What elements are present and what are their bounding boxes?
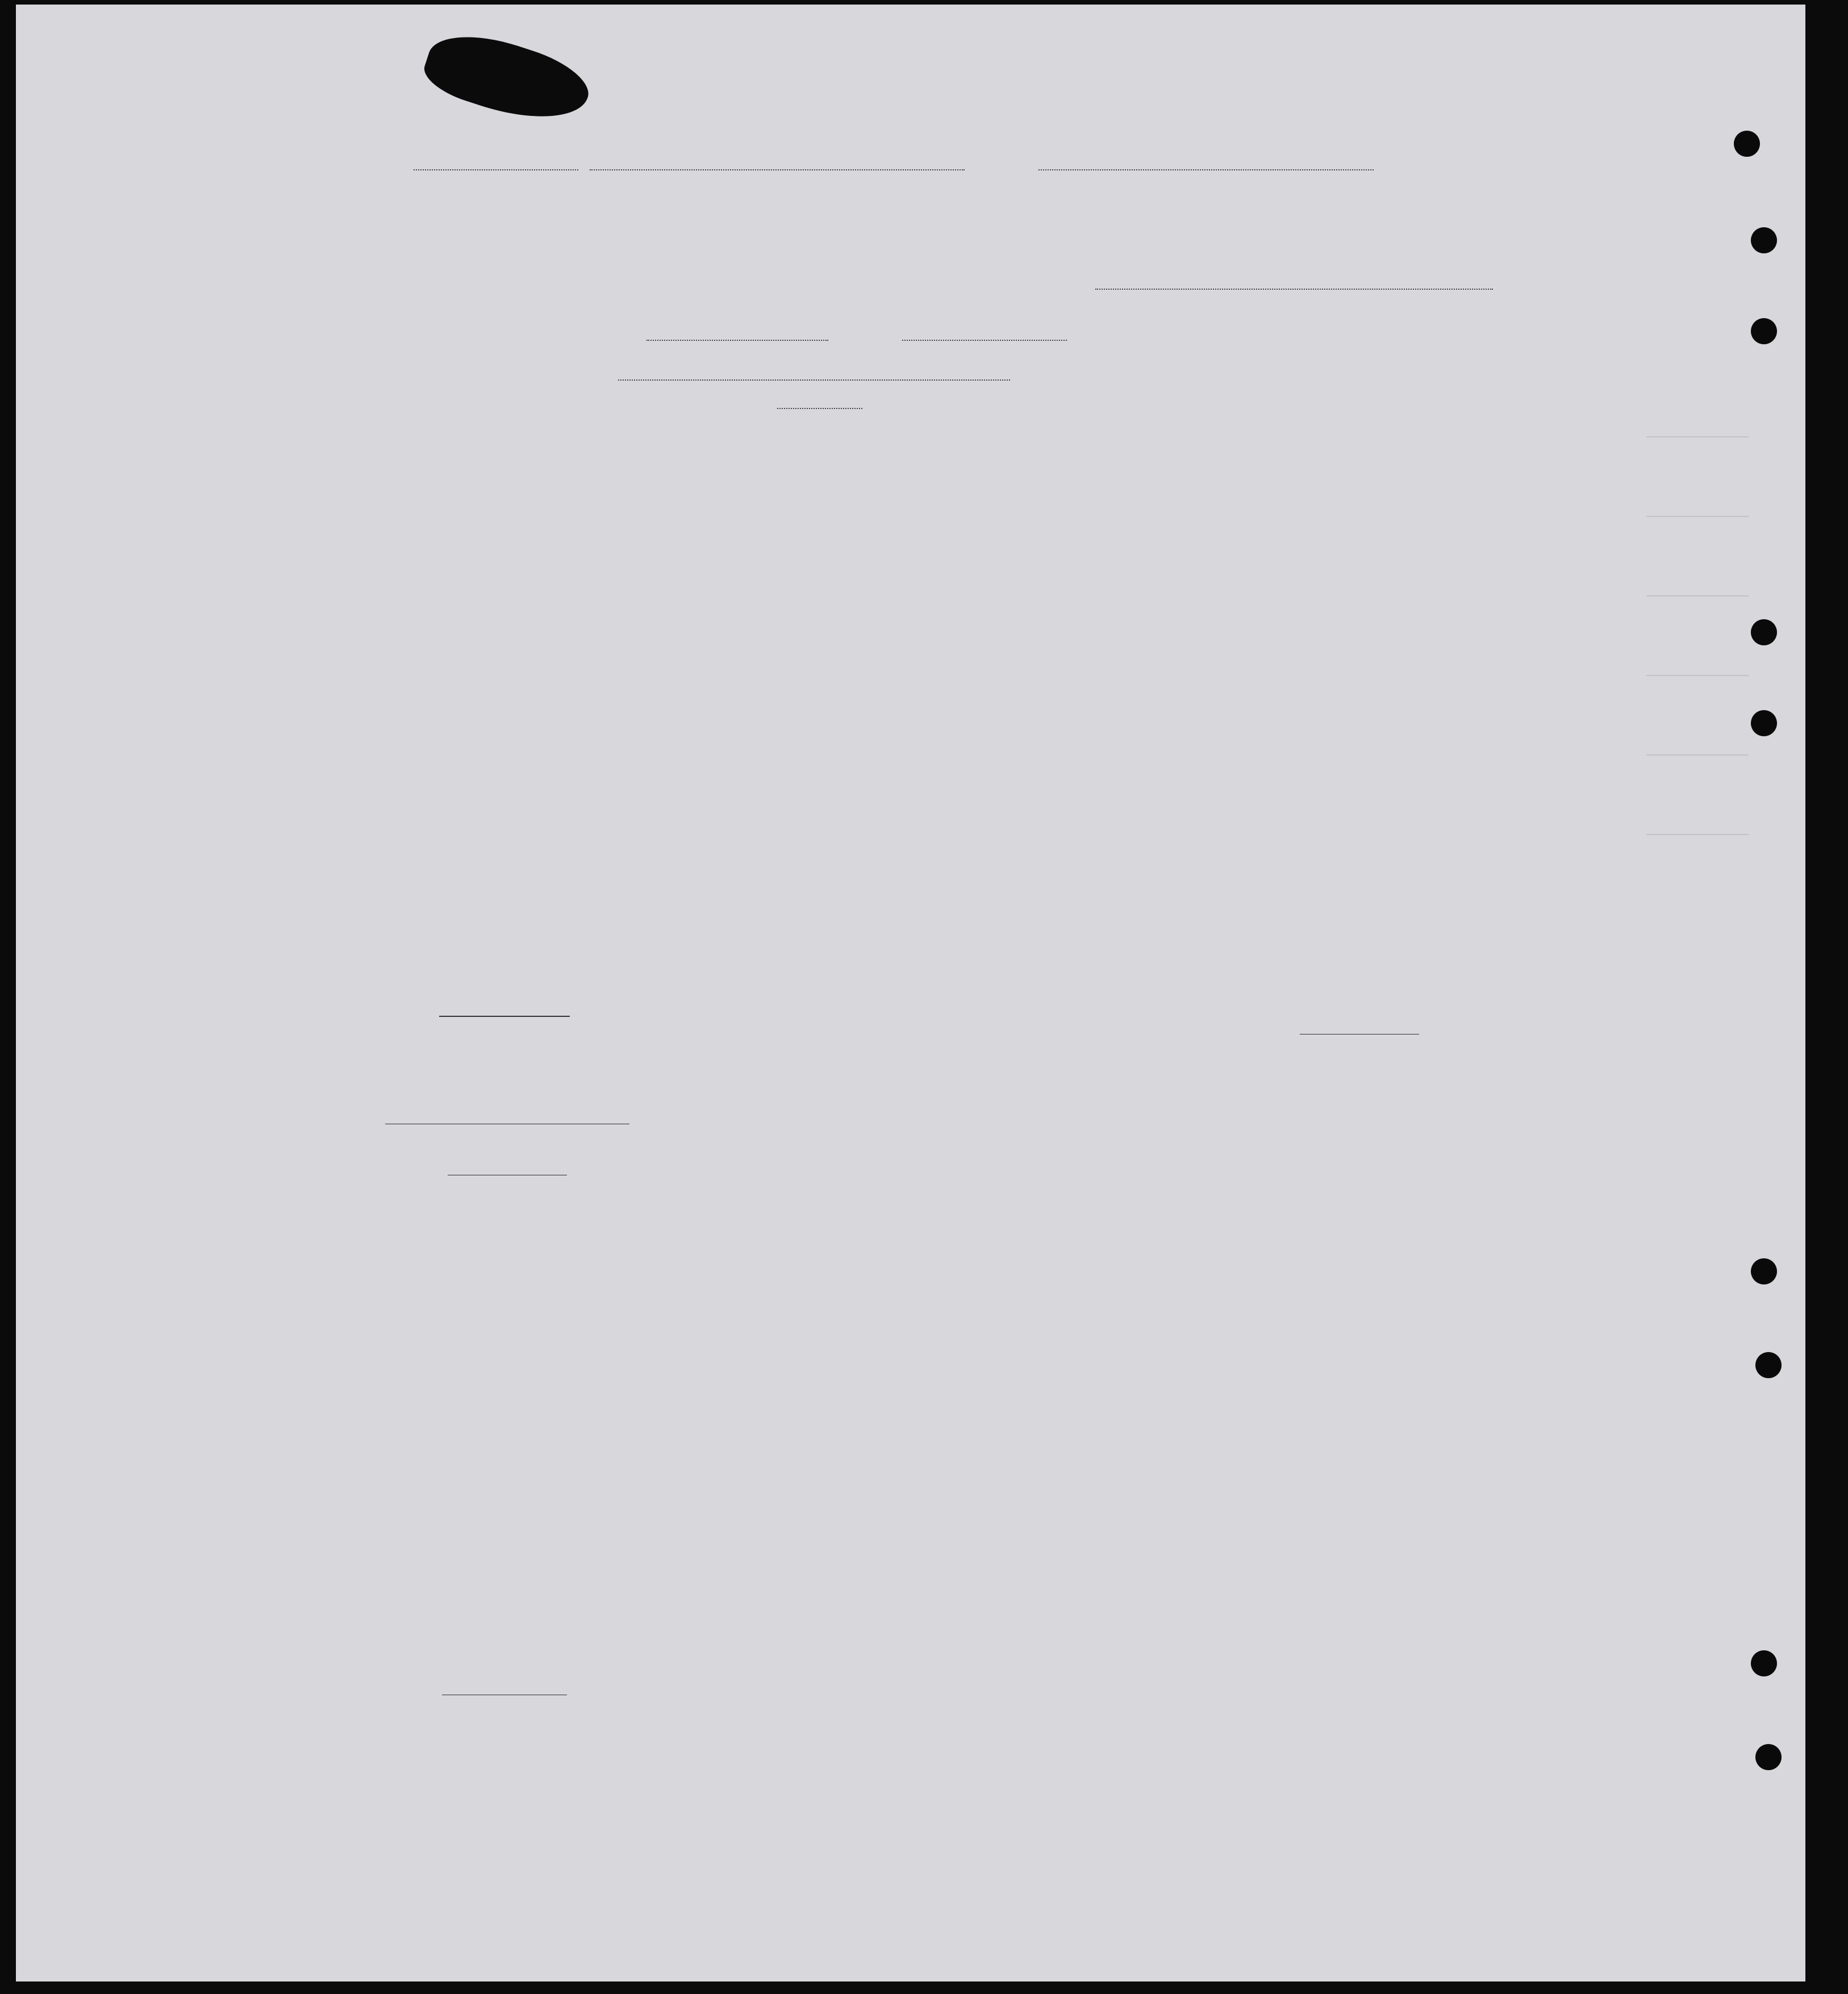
- ink-blot: [419, 20, 596, 136]
- document-page: [16, 5, 1805, 1982]
